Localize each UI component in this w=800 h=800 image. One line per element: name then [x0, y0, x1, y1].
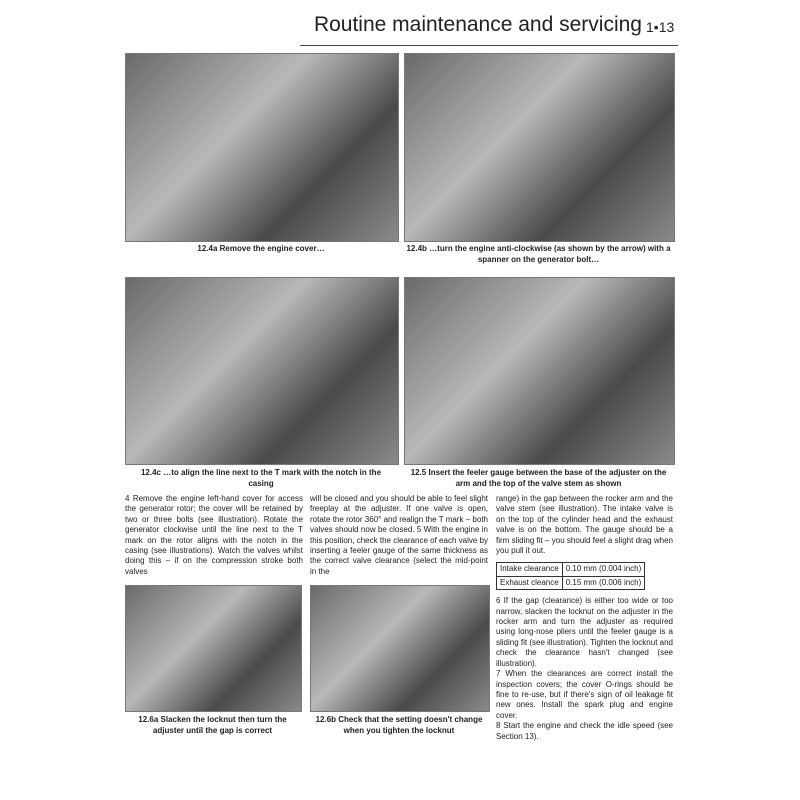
- table-row: [497, 563, 645, 576]
- caption-12-6b: 12.6b Check that the setting doesn't change when you tighten the locknut: [315, 715, 483, 735]
- photo-12-4b: [404, 53, 675, 242]
- photo-12-4c: [125, 277, 399, 465]
- body-col1: 4 Remove the engine left-hand cover for access the generator rotor; the cover will be retained by two or three bolts (see illustration). Rotate the generator clockwise until the line next to the T mark on the rotor aligns with the notch in the casing (see illustrations). Watch the valves whilst doing this – if on the compression stroke both valves: [125, 494, 303, 576]
- photo-12-5: [404, 277, 675, 465]
- caption-12-6a: 12.6a Slacken the locknut then turn the adjuster until the gap is correct: [138, 715, 287, 735]
- body-col3-para: range) in the gap between the rocker arm and the valve stem (see illustration). The intake valve is on the top of the cylinder head and the exhaust valve is on the bottom. The gauge should be a firm sliding fit – you should feel a slight drag when you pull it out.: [496, 494, 673, 556]
- header-rule: [300, 45, 678, 46]
- photo-12-6a: [125, 585, 302, 712]
- step-6: 6 If the gap (clearance) is either too wide or too narrow, slacken the locknut on the adjuster in the rocker arm and turn the adjuster as required using long-nose pliers until the feeler gauge is a sliding fit (see illustration). Tighten the locknut and check the clearance hasn't changed (see illustration).: [496, 596, 673, 668]
- caption-12-4c: 12.4c …to align the line next to the T mark with the notch in the casing: [140, 468, 382, 488]
- body-col2: will be closed and you should be able to feel slight freeplay at the adjuster. If one valve is open, rotate the rotor 360° and realign the T mark – both valves should now be closed. 5 With the engine in this position, check the clearance of each valve by inserting a feeler gauge of the same thickness as the correct valve clearance (select the mid-point in the: [310, 494, 488, 576]
- table-cell: Intake clearance: [497, 563, 563, 576]
- page-title: Routine maintenance and servicing: [313, 13, 642, 36]
- table-row: [497, 576, 645, 589]
- caption-12-5: 12.5 Insert the feeler gauge between the base of the adjuster on the arm and the top of the valve stem as shown: [410, 468, 667, 488]
- clearance-table: [496, 562, 645, 590]
- body-col3: [496, 494, 673, 742]
- photo-12-4a: [125, 53, 399, 242]
- caption-12-4a: 12.4a Remove the engine cover…: [197, 244, 325, 253]
- table-cell: 0.10 mm (0.004 inch): [562, 563, 645, 576]
- photo-12-6b: [310, 585, 490, 712]
- step-7: 7 When the clearances are correct install the inspection covers; the cover O-rings should be fine to re-use, but if there's sign of oil leakage fit new ones. Install the spark plug and engine cover.: [496, 669, 673, 720]
- step-8: 8 Start the engine and check the idle speed (see Section 13).: [496, 721, 673, 741]
- caption-12-4b: 12.4b …turn the engine anti-clockwise (as shown by the arrow) with a spanner on the generator bolt…: [406, 244, 671, 264]
- table-cell: 0.15 mm (0.006 inch): [562, 576, 645, 589]
- page-number: 1•13: [646, 19, 675, 35]
- table-cell: Exhaust cleance: [497, 576, 563, 589]
